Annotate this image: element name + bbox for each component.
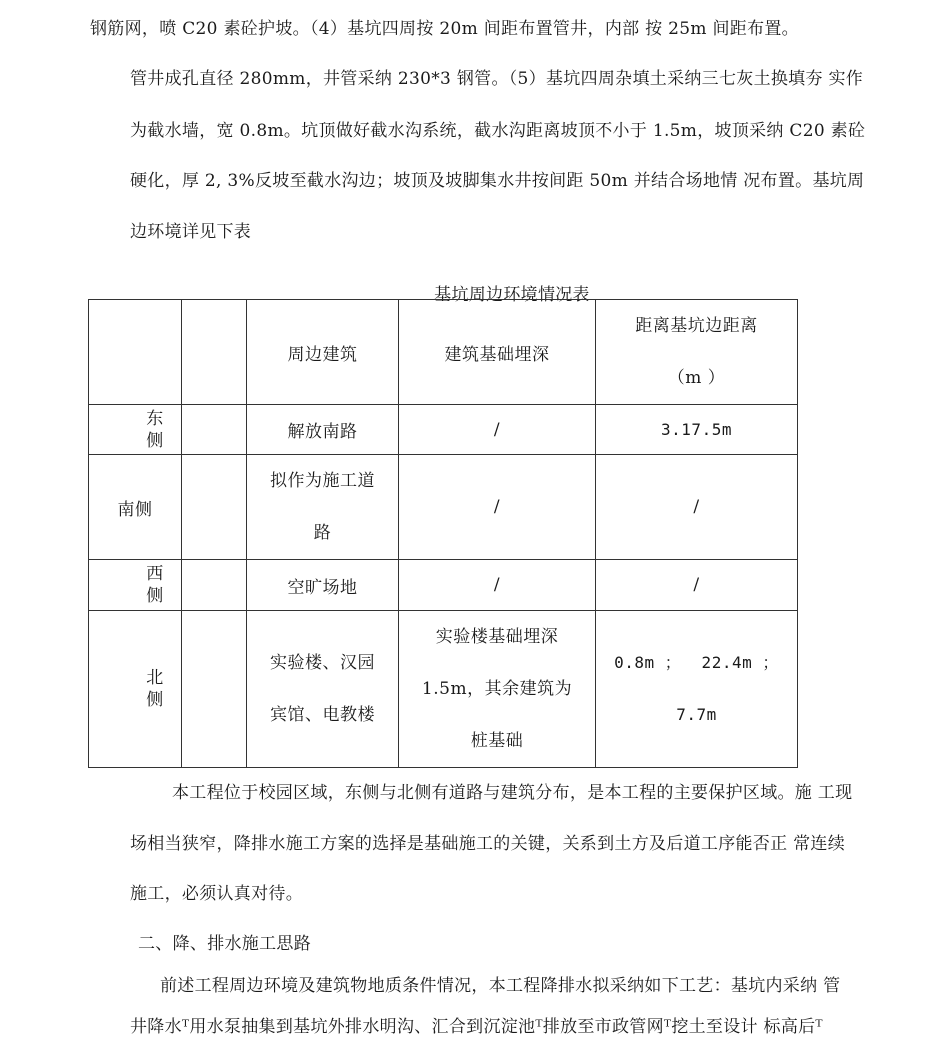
table-row-north (89, 611, 798, 768)
cell-distance-east: 3.17.5m (596, 405, 798, 455)
cell-side-east (89, 405, 182, 455)
header-distance-label: 距离基坑边距离 (635, 316, 758, 336)
cell-blank (182, 455, 247, 560)
table-row-west (89, 560, 798, 611)
side-west-char1: 西 (146, 564, 164, 584)
header-distance-unit: （m ） (667, 368, 726, 388)
section-heading: 二、降、排水施工思路 (138, 934, 311, 954)
table-caption: 基坑周边环境情况表 (434, 285, 590, 305)
text-line: 为截水墙，宽 0.8m。坑顶做好截水沟系统，截水沟距离坡顶不小于 1.5m，坡顶采纳 C20 素砼 (130, 121, 866, 141)
cell-building-south (247, 455, 399, 560)
building-north-line2: 宾馆、电教楼 (270, 705, 375, 725)
cell-blank (182, 611, 247, 768)
cell-building-east: 解放南路 (247, 405, 399, 455)
table-row-east (89, 405, 798, 455)
cell-blank (182, 405, 247, 455)
text-line: 场相当狭窄，降排水施工方案的选择是基础施工的关键，关系到土方及后道工序能否正 常连续 (130, 834, 846, 854)
building-north-line1: 实验楼、汉园 (270, 653, 375, 673)
cell-blank (182, 560, 247, 611)
cell-building-north (247, 611, 399, 768)
cell-distance-north (596, 611, 798, 768)
side-north-char2: 侧 (146, 690, 164, 710)
text-line: 管井成孔直径 280mm，井管采纳 230*3 钢管。（5）基坑四周杂填土采纳三七灰土换填夯 实作 (130, 69, 864, 89)
cell-distance-south: / (596, 455, 798, 560)
text-line: 钢筋网，喷 C20 素砼护坡。（4）基坑四周按 20m 间距布置管井，内部 按 25m 间距布置。 (90, 19, 799, 39)
header-blank (182, 300, 247, 405)
text-line: 边环境详见下表 (130, 222, 252, 242)
side-east-char2: 侧 (146, 430, 164, 451)
distance-north-line1: 0.8m ； 22.4m ； (614, 653, 779, 672)
side-west-char2: 侧 (146, 586, 164, 606)
cell-depth-north (399, 611, 596, 768)
cell-depth-east: / (399, 405, 596, 455)
header-side (89, 300, 182, 405)
cell-distance-west: / (596, 560, 798, 611)
side-north-char1: 北 (146, 668, 164, 688)
cell-side-south: 南侧 (89, 455, 182, 560)
header-building: 周边建筑 (247, 300, 399, 405)
table-header-row (89, 300, 798, 405)
text-line: 施工，必须认真对待。 (130, 884, 303, 904)
depth-north-line3: 桩基础 (470, 731, 524, 751)
text-line: 本工程位于校园区域，东侧与北侧有道路与建筑分布，是本工程的主要保护区域。施 工现 (172, 783, 853, 803)
side-east-char1: 东 (146, 408, 164, 429)
text-line: 井降水ᵀ用水泵抽集到基坑外排水明沟、汇合到沉淀池ᵀ排放至市政管网ᵀ挖土至设计 标高后ᵀ (130, 1017, 823, 1037)
cell-side-north (89, 611, 182, 768)
header-distance (596, 300, 798, 405)
table-row-south (89, 455, 798, 560)
cell-depth-west: / (399, 560, 596, 611)
building-south-line1: 拟作为施工道 (270, 471, 375, 491)
text-line: 硬化，厚 2, 3%反坡至截水沟边；坡顶及坡脚集水井按间距 50m 并结合场地情 况布置。基坑周 (130, 171, 865, 191)
text-line: 前述工程周边环境及建筑物地质条件情况，本工程降排水拟采纳如下工艺：基坑内采纳 管 (160, 976, 841, 996)
cell-building-west: 空旷场地 (247, 560, 399, 611)
distance-north-line2: 7.7m (676, 705, 717, 724)
building-south-line2: 路 (313, 523, 332, 543)
cell-depth-south: / (399, 455, 596, 560)
cell-side-west (89, 560, 182, 611)
surrounding-environment-table (88, 299, 798, 768)
header-depth: 建筑基础埋深 (399, 300, 596, 405)
depth-north-line2: 1.5m，其余建筑为 (421, 679, 573, 699)
depth-north-line1: 实验楼基础埋深 (435, 627, 559, 647)
